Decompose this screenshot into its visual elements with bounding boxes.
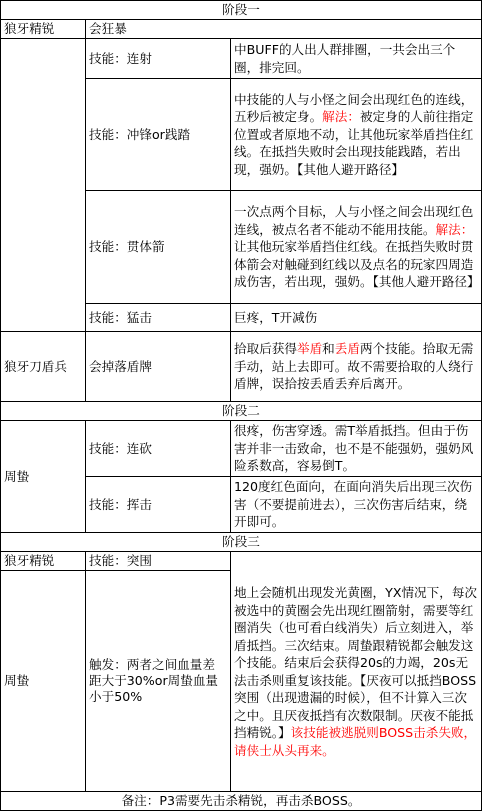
skill-desc: 中BUFF的人出人群排圈，一共会出三个圈，排完回。	[231, 39, 482, 79]
failure-warning: 该技能被逃脱则BOSS击杀失败，请侠士从头再来。	[234, 725, 477, 758]
skill-name: 技能：贯体箭	[86, 191, 231, 304]
boss-name-wolf-elite: 狼牙精锐	[1, 20, 86, 39]
skill-desc: 中技能的人与小怪之间会出现红色的连线，五秒后被定身。解法：被定身的人前往指定位置或者原地不动，让其他玩家举盾挡住红线。在抵挡失败时会出现技能践踏，若出现，强奶。【其他人避开路径】	[231, 79, 482, 191]
skill-desc: 一次点两个目标，人与小怪之间会出现红色连线，被点名者不能动不能用技能。解法：让其他玩家举盾挡住红线。在抵挡失败时贯体箭会对触碰到红线以及点名的玩家四周造成伤害，若出现，强奶。【其他人避开路径】	[231, 191, 482, 304]
skill-name: 技能：挥击	[86, 477, 231, 533]
skill-desc: 巨疼，T开减伤	[231, 304, 482, 332]
skill-name: 技能：突围	[86, 552, 231, 571]
boss-name-zhouzhe: 周蛰	[1, 421, 86, 533]
drop-shield-term: 丢盾	[334, 341, 360, 357]
skill-desc: 拾取后获得举盾和丢盾两个技能。拾取无需手动，站上去即可。故不需要拾取的人绕行盾牌，误拾按丢盾丢弃后离开。	[231, 332, 482, 402]
empty-boss-cell	[1, 39, 86, 332]
phase-2-header: 阶段二	[1, 402, 482, 421]
skill-name: 会掉落盾牌	[86, 332, 231, 402]
skill-desc: 地上会随机出现发光黄圈，YX情况下，每次被选中的黄圈会先出现红圈箭射，需要等红圈消失（也可看白线消失）后立刻进入，举盾抵挡。三次结束。周蛰跟精锐都会触发这个技能。结束后会获得20s的力竭，20s无法击杀则重复该技能。【厌夜可以抵挡BOSS突围（出现遗漏的时候），但不计算入三次之中。且厌夜抵挡有次数限制。厌夜不能抵挡精锐。】该技能被逃脱则BOSS击杀失败，请侠士从头再来。	[231, 552, 482, 792]
boss-state-berserk: 会狂暴	[86, 20, 482, 39]
footer-note: 备注：P3需要先击杀精锐，再击杀BOSS。	[1, 792, 482, 811]
phase-1-header: 阶段一	[1, 1, 482, 20]
skill-name: 技能：冲锋or践踏	[86, 79, 231, 191]
boss-name-wolf-shield: 狼牙刀盾兵	[1, 332, 86, 402]
solution-label: 解法：	[322, 109, 360, 125]
solution-label: 解法：	[435, 221, 474, 237]
boss-name-zhouzhe: 周蛰	[1, 571, 86, 792]
skill-name: 技能：连射	[86, 39, 231, 79]
raise-shield-term: 举盾	[296, 341, 323, 357]
trigger-condition: 触发：两者之间血量差距大于30%or周蛰血量小于50%	[86, 571, 231, 792]
skill-name: 技能：猛击	[86, 304, 231, 332]
skill-desc: 很疼，伤害穿透。需T举盾抵挡。但由于伤害并非一击致命，也不是不能强奶，强奶风险系数高，容易倒T。	[231, 421, 482, 477]
boss-name-wolf-elite: 狼牙精锐	[1, 552, 86, 571]
phase-3-header: 阶段三	[1, 533, 482, 552]
skill-desc: 120度红色面向，在面向消失后出现三次伤害（不要提前进去），三次伤害后结束，绕开即可。	[231, 477, 482, 533]
skill-name: 技能：连砍	[86, 421, 231, 477]
